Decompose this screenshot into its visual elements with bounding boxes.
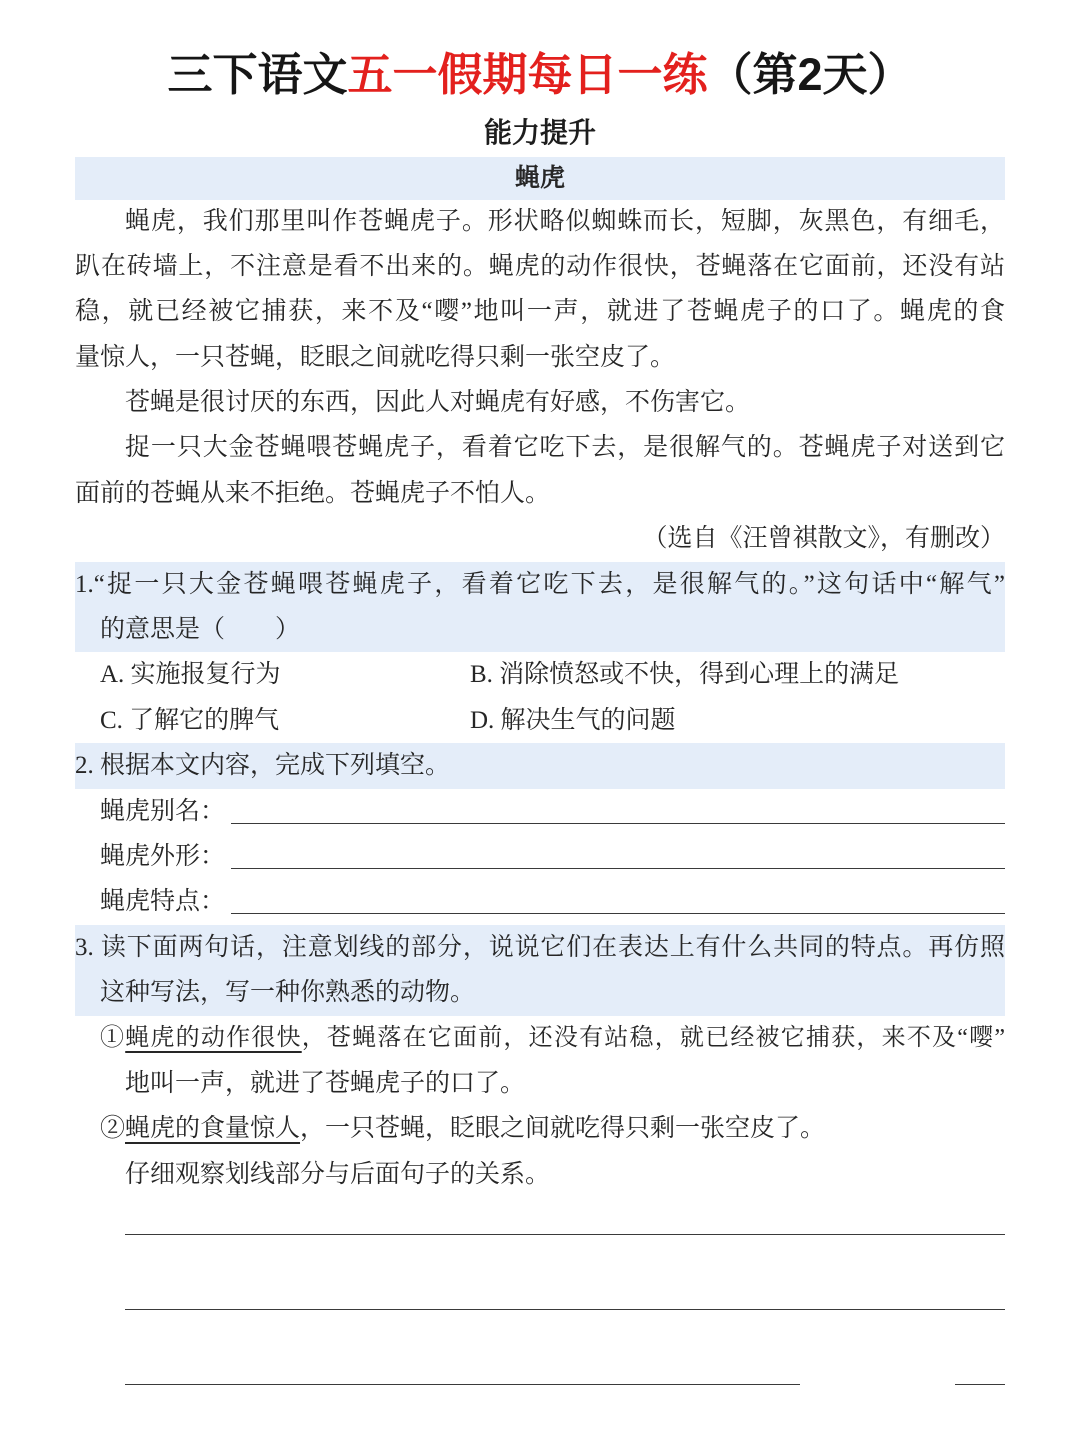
answer-blank-line <box>231 879 1005 914</box>
paragraph-3-line-1: 捉一只大金苍蝇喂苍蝇虎子，看着它吃下去，是很解气的。苍蝇虎子对送到它 <box>125 434 1005 462</box>
fill-field-traits-label: 蝇虎特点： <box>100 888 226 916</box>
section-subtitle: 能力提升 <box>483 117 596 148</box>
sentence-1-marker: ① <box>100 1024 126 1051</box>
answer-blank-line <box>231 789 1005 824</box>
question-3-line-1: 3. 读下面两句话，注意划线的部分，说说它们在表达上有什么共同的特点。再仿照 <box>75 933 1005 961</box>
answer-line <box>125 1384 800 1385</box>
title-prefix: 三下语文 <box>167 49 348 100</box>
question-2-prompt: 2. 根据本文内容，完成下列填空。 <box>75 752 451 780</box>
question-1-options-row-1 <box>75 652 1005 697</box>
answer-line-fragment <box>955 1384 1005 1385</box>
question-1-options-row-2 <box>75 698 1005 743</box>
paragraph-1-line-4: 量惊人，一只苍蝇，眨眼之间就吃得只剩一张空皮了。 <box>75 343 676 371</box>
question-1-line-2: 的意思是（ ） <box>100 616 301 644</box>
title-highlight: 五一假期每日一练 <box>347 49 708 100</box>
question-3-band <box>75 925 1005 1016</box>
sentence-2-underlined-phrase: 蝇虎的食量惊人 <box>125 1115 301 1143</box>
answer-blank-line <box>231 834 1005 869</box>
sentence-2-line-1 <box>75 1106 1005 1151</box>
paragraph-1-line-3: 稳，就已经被它捕获，来不及“嘤”地叫一声，就进了苍蝇虎子的口了。蝇虎的食 <box>75 298 1005 326</box>
paragraph-2-line-1: 苍蝇是很讨厌的东西，因此人对蝇虎有好感，不伤害它。 <box>125 389 751 417</box>
sentence-1-line-1 <box>75 1016 1005 1061</box>
passage-heading-band <box>75 157 1005 200</box>
sentence-2-rest: ，一只苍蝇，眨眼之间就吃得只剩一张空皮了。 <box>300 1115 826 1143</box>
fill-field-appearance <box>75 834 1005 879</box>
paragraph-3-line-2: 面前的苍蝇从来不拒绝。苍蝇虎子不怕人。 <box>75 479 551 507</box>
worksheet-body <box>75 199 1005 1198</box>
answer-line <box>125 1309 1005 1310</box>
question-3-hint: 仔细观察划线部分与后面句子的关系。 <box>125 1160 551 1188</box>
option-a: A. 实施报复行为 <box>100 661 281 689</box>
paragraph-1-line-1: 蝇虎，我们那里叫作苍蝇虎子。形状略似蜘蛛而长，短脚，灰黑色，有细毛， <box>125 207 1005 235</box>
sentence-1-rest: ，苍蝇落在它面前，还没有站稳，就已经被它捕获，来不及“嘤” <box>301 1024 1005 1051</box>
question-1-line-1: 1.“捉一只大金苍蝇喂苍蝇虎子，看着它吃下去，是很解气的。”这句话中“解气” <box>75 570 1005 598</box>
option-d: D. 解决生气的问题 <box>470 706 676 734</box>
fill-field-traits <box>75 879 1005 924</box>
passage-source: （选自《汪曾祺散文》，有删改） <box>642 525 1005 553</box>
answer-line <box>125 1234 1005 1235</box>
question-3-line-2: 这种写法，写一种你熟悉的动物。 <box>100 979 476 1007</box>
title-suffix: （第2天） <box>707 49 913 100</box>
sentence-2-marker: ② <box>100 1115 126 1143</box>
sentence-1-underlined-phrase: 蝇虎的动作很快 <box>125 1024 302 1051</box>
question-1-band <box>75 562 1005 653</box>
option-b: B. 消除愤怒或不快，得到心理上的满足 <box>470 661 900 689</box>
sentence-1-line-2: 地叫一声，就进了苍蝇虎子的口了。 <box>125 1069 526 1097</box>
option-c: C. 了解它的脾气 <box>100 706 280 734</box>
worksheet-title <box>0 45 1080 105</box>
passage-title: 蝇虎 <box>514 165 565 192</box>
fill-field-alias <box>75 789 1005 834</box>
paragraph-1-line-2: 趴在砖墙上，不注意是看不出来的。蝇虎的动作很快，苍蝇落在它面前，还没有站 <box>75 252 1005 280</box>
fill-field-appearance-label: 蝇虎外形： <box>100 842 226 870</box>
fill-field-alias-label: 蝇虎别名： <box>100 797 226 825</box>
question-2-band <box>75 743 1005 788</box>
